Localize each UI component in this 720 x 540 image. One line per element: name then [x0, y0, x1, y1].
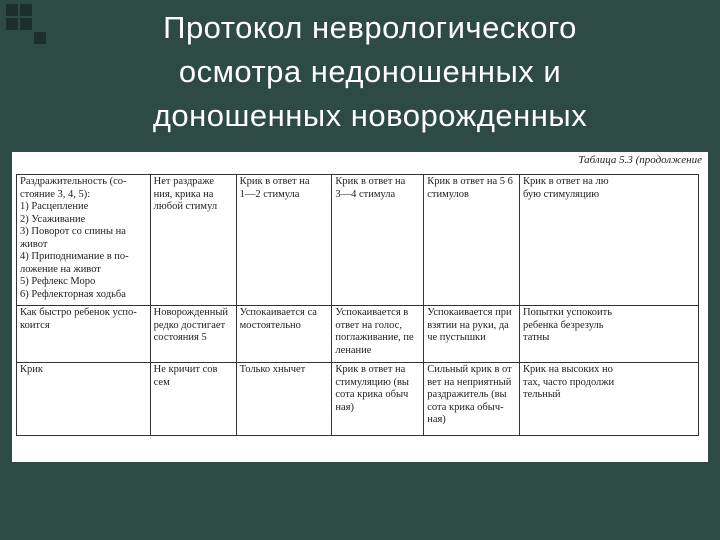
table-cell — [150, 363, 236, 436]
cell-text-line: коится — [20, 319, 50, 331]
cell-text-line: ответ на голос, — [335, 319, 402, 331]
cell-text-line: тельный — [522, 389, 561, 400]
cell-text-line: Крик в ответ на — [335, 176, 406, 187]
cell-text-line: 5) Рефлекс Моро — [20, 276, 96, 287]
cell-text-line: 1—2 стимула — [239, 188, 300, 200]
cell-text-line: Как быстро ребенок успо- — [20, 307, 137, 318]
table-row — [17, 306, 699, 363]
table-cell — [150, 175, 236, 306]
table-cell — [519, 306, 698, 363]
cell-text-line: Новорожденный — [153, 307, 229, 318]
cell-text-line: состояния 5 — [153, 332, 207, 343]
cell-text-line: ребенка безрезуль — [522, 319, 604, 331]
title-line: Протокол неврологического — [163, 10, 577, 45]
table-cell — [236, 306, 332, 363]
table-cell — [236, 363, 332, 436]
cell-text-line: 3) Поворот со спины на — [20, 226, 126, 237]
cell-text-line: поглаживание, пе — [335, 332, 414, 343]
cell-text-line: татны — [522, 332, 550, 343]
cell-text-line: 4) Приподнимание в по- — [20, 251, 129, 262]
cell-text-line: стимуляцию (вы — [335, 376, 409, 388]
title-line: доношенных новорожденных — [152, 98, 588, 133]
cell-text-line: сота крика обыч — [335, 389, 409, 400]
cell-text-line: Крик в ответ на — [335, 364, 406, 375]
table-cell — [17, 363, 151, 436]
cell-text-line: Крик на высоких но — [522, 364, 613, 375]
cell-text-line: 1) Расцепление — [20, 201, 89, 212]
table-cell — [424, 363, 520, 436]
cell-text-line: Нет раздраже — [153, 176, 214, 187]
cell-text-line: Крик — [20, 364, 43, 375]
cell-text-line: Успокаивается са — [239, 307, 317, 318]
cell-text-line: Успокаивается в — [335, 307, 409, 318]
protocol-table — [16, 174, 699, 436]
cell-text-line: живот — [20, 238, 48, 250]
cell-text-line: редко достигает — [153, 319, 226, 331]
cell-text-line: раздражитель (вы — [427, 389, 507, 400]
table-row — [17, 175, 699, 306]
table-cell — [236, 175, 332, 306]
cell-text-line: Крик в ответ на — [239, 176, 310, 187]
slide-title — [70, 6, 670, 138]
cell-text-line: Раздражительность (со- — [20, 176, 127, 187]
cell-text-line: взятии на руки, да — [427, 319, 509, 331]
cell-text-line: стояние 3, 4, 5): — [20, 188, 91, 200]
cell-text-line: вет на неприятный — [427, 376, 512, 388]
cell-text-line: че пустышки — [427, 332, 486, 343]
cell-text-line: ложение на живот — [20, 263, 101, 275]
table-cell — [17, 306, 151, 363]
cell-text-line: бую стимуляцию — [522, 188, 600, 200]
cell-text-line: сем — [153, 376, 170, 388]
title-line: осмотра недоношенных и — [178, 54, 562, 89]
cell-text-line: Крик в ответ на лю — [522, 176, 609, 187]
cell-text-line: 6) Рефлекторная ходьба — [20, 288, 126, 300]
cell-text-line: Крик в ответ на 5 6 — [427, 176, 513, 187]
cell-text-line: ная) — [335, 401, 354, 413]
scanned-table-image — [12, 152, 708, 462]
cell-text-line: тах, часто продолжи — [522, 376, 615, 388]
corner-decoration — [6, 4, 48, 46]
table-cell — [332, 363, 424, 436]
cell-text-line: ленание — [335, 344, 372, 356]
table-cell — [332, 306, 424, 363]
cell-text-line: 3—4 стимула — [335, 188, 396, 200]
cell-text-line: Не кричит сов — [153, 364, 218, 375]
cell-text-line: сота крика обыч- — [427, 401, 504, 413]
table-row — [17, 363, 699, 436]
cell-text-line: 2) Усаживание — [20, 213, 86, 225]
cell-text-line: Успокаивается при — [427, 307, 512, 318]
table-cell — [519, 363, 698, 436]
table-cell — [332, 175, 424, 306]
cell-text-line: стимулов — [427, 188, 469, 200]
table-cell — [17, 175, 151, 306]
cell-text-line: любой стимул — [153, 201, 218, 212]
cell-text-line: ния, крика на — [153, 188, 214, 200]
cell-text-line: ная) — [427, 414, 446, 425]
cell-text-line: Попытки успокоить — [522, 307, 613, 318]
table-caption: Таблица 5.3 (продолжение — [578, 154, 702, 166]
table-cell — [424, 175, 520, 306]
cell-text-line: мостоятельно — [239, 319, 301, 331]
cell-text-line: Только хнычет — [239, 364, 306, 375]
cell-text-line: Сильный крик в от — [427, 364, 512, 375]
table-cell — [424, 306, 520, 363]
table-cell — [150, 306, 236, 363]
table-cell — [519, 175, 698, 306]
